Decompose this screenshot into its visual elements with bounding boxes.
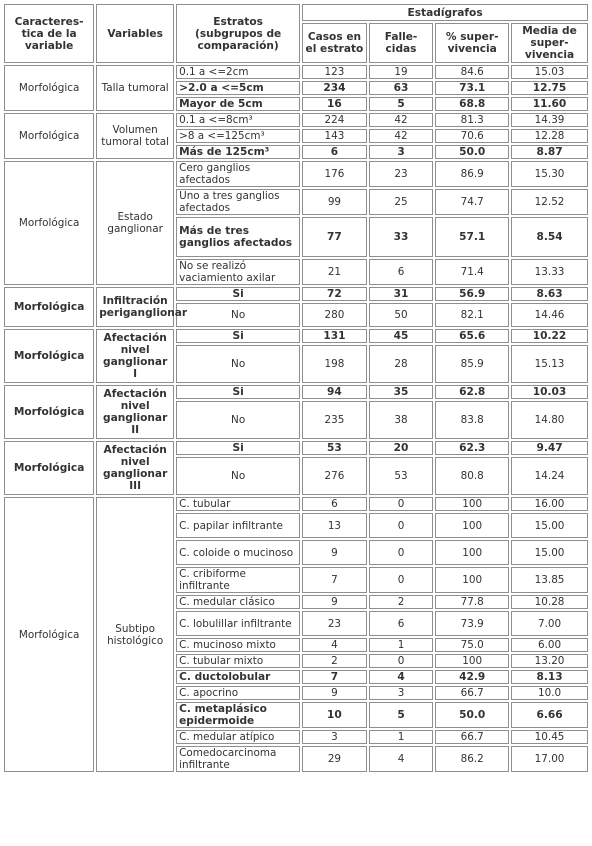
table-body	[4, 65, 588, 772]
estrato-cell: C. lobulillar infiltrante	[176, 611, 300, 636]
casos-cell: 176	[302, 161, 367, 187]
casos-cell: 9	[302, 540, 367, 565]
estrato-cell: >2.0 a <=5cm	[176, 81, 300, 95]
supervivencia-cell: 75.0	[435, 638, 509, 652]
fallecidas-cell: 3	[369, 686, 434, 700]
casos-cell: 53	[302, 441, 367, 455]
supervivencia-cell: 81.3	[435, 113, 509, 127]
fallecidas-cell: 5	[369, 702, 434, 728]
header-caracteristica: Caracteres-tica de la variable	[4, 4, 94, 63]
casos-cell: 2	[302, 654, 367, 668]
caracteristica-cell: Morfológica	[4, 287, 94, 327]
estrato-cell: No se realizó vaciamiento axilar	[176, 259, 300, 285]
fallecidas-cell: 1	[369, 730, 434, 744]
variable-cell: Infiltración periganglionar	[96, 287, 174, 327]
variable-cell: Estado ganglionar	[96, 161, 174, 285]
media-cell: 8.54	[511, 217, 588, 257]
fallecidas-cell: 42	[369, 113, 434, 127]
fallecidas-cell: 6	[369, 611, 434, 636]
estrato-cell: Más de tres ganglios afectados	[176, 217, 300, 257]
casos-cell: 72	[302, 287, 367, 301]
fallecidas-cell: 33	[369, 217, 434, 257]
estrato-cell: No	[176, 457, 300, 495]
fallecidas-cell: 3	[369, 145, 434, 159]
fallecidas-cell: 20	[369, 441, 434, 455]
casos-cell: 123	[302, 65, 367, 79]
estrato-cell: Más de 125cm³	[176, 145, 300, 159]
estrato-cell: C. cribiforme infiltrante	[176, 567, 300, 593]
casos-cell: 224	[302, 113, 367, 127]
fallecidas-cell: 4	[369, 746, 434, 772]
media-cell: 12.28	[511, 129, 588, 143]
media-cell: 10.28	[511, 595, 588, 609]
supervivencia-cell: 50.0	[435, 702, 509, 728]
media-cell: 8.63	[511, 287, 588, 301]
casos-cell: 29	[302, 746, 367, 772]
supervivencia-cell: 71.4	[435, 259, 509, 285]
header-fallecidas: Falle-cidas	[369, 23, 434, 63]
header-supervivencia: % super-vivencia	[435, 23, 509, 63]
supervivencia-cell: 66.7	[435, 730, 509, 744]
supervivencia-cell: 66.7	[435, 686, 509, 700]
supervivencia-cell: 50.0	[435, 145, 509, 159]
fallecidas-cell: 45	[369, 329, 434, 343]
supervivencia-cell: 70.6	[435, 129, 509, 143]
estrato-cell: C. apocrino	[176, 686, 300, 700]
media-cell: 15.13	[511, 345, 588, 383]
casos-cell: 10	[302, 702, 367, 728]
table-row	[4, 329, 588, 343]
media-cell: 12.52	[511, 189, 588, 215]
media-cell: 14.46	[511, 303, 588, 327]
supervivencia-cell: 100	[435, 497, 509, 511]
media-cell: 7.00	[511, 611, 588, 636]
fallecidas-cell: 0	[369, 654, 434, 668]
variable-cell: Afectación nivel ganglionar II	[96, 385, 174, 439]
casos-cell: 9	[302, 686, 367, 700]
supervivencia-cell: 100	[435, 567, 509, 593]
survival-statistics-table	[2, 2, 590, 774]
media-cell: 14.80	[511, 401, 588, 439]
fallecidas-cell: 50	[369, 303, 434, 327]
media-cell: 12.75	[511, 81, 588, 95]
media-cell: 13.20	[511, 654, 588, 668]
supervivencia-cell: 62.8	[435, 385, 509, 399]
table-row	[4, 441, 588, 455]
estrato-cell: Si	[176, 329, 300, 343]
media-cell: 11.60	[511, 97, 588, 111]
media-cell: 8.13	[511, 670, 588, 684]
fallecidas-cell: 23	[369, 161, 434, 187]
fallecidas-cell: 28	[369, 345, 434, 383]
media-cell: 15.00	[511, 513, 588, 538]
table-header	[4, 4, 588, 63]
estrato-cell: >8 a <=125cm³	[176, 129, 300, 143]
casos-cell: 77	[302, 217, 367, 257]
caracteristica-cell: Morfológica	[4, 161, 94, 285]
table-row	[4, 113, 588, 127]
supervivencia-cell: 65.6	[435, 329, 509, 343]
fallecidas-cell: 1	[369, 638, 434, 652]
media-cell: 17.00	[511, 746, 588, 772]
estrato-cell: C. mucinoso mixto	[176, 638, 300, 652]
caracteristica-cell: Morfológica	[4, 113, 94, 159]
casos-cell: 6	[302, 145, 367, 159]
casos-cell: 131	[302, 329, 367, 343]
supervivencia-cell: 86.9	[435, 161, 509, 187]
fallecidas-cell: 0	[369, 497, 434, 511]
media-cell: 10.03	[511, 385, 588, 399]
supervivencia-cell: 83.8	[435, 401, 509, 439]
media-cell: 14.39	[511, 113, 588, 127]
header-casos: Casos en el estrato	[302, 23, 367, 63]
estrato-cell: Cero ganglios afectados	[176, 161, 300, 187]
estrato-cell: C. metaplásico epidermoide	[176, 702, 300, 728]
estrato-cell: No	[176, 401, 300, 439]
variable-cell: Afectación nivel ganglionar I	[96, 329, 174, 383]
estrato-cell: Si	[176, 441, 300, 455]
estrato-cell: Si	[176, 385, 300, 399]
media-cell: 15.00	[511, 540, 588, 565]
casos-cell: 4	[302, 638, 367, 652]
fallecidas-cell: 0	[369, 567, 434, 593]
caracteristica-cell: Morfológica	[4, 385, 94, 439]
supervivencia-cell: 57.1	[435, 217, 509, 257]
header-estratos: Estratos (subgrupos de comparación)	[176, 4, 300, 63]
casos-cell: 21	[302, 259, 367, 285]
fallecidas-cell: 0	[369, 513, 434, 538]
estrato-cell: C. tubular mixto	[176, 654, 300, 668]
casos-cell: 3	[302, 730, 367, 744]
media-cell: 6.66	[511, 702, 588, 728]
media-cell: 10.22	[511, 329, 588, 343]
fallecidas-cell: 42	[369, 129, 434, 143]
table-row	[4, 385, 588, 399]
estrato-cell: C. tubular	[176, 497, 300, 511]
variable-cell: Talla tumoral	[96, 65, 174, 111]
casos-cell: 235	[302, 401, 367, 439]
variable-cell: Subtipo histológico	[96, 497, 174, 772]
supervivencia-cell: 73.9	[435, 611, 509, 636]
media-cell: 10.45	[511, 730, 588, 744]
media-cell: 14.24	[511, 457, 588, 495]
estrato-cell: 0.1 a <=8cm³	[176, 113, 300, 127]
estrato-cell: Mayor de 5cm	[176, 97, 300, 111]
estrato-cell: C. medular clásico	[176, 595, 300, 609]
media-cell: 13.85	[511, 567, 588, 593]
supervivencia-cell: 77.8	[435, 595, 509, 609]
supervivencia-cell: 74.7	[435, 189, 509, 215]
casos-cell: 280	[302, 303, 367, 327]
fallecidas-cell: 5	[369, 97, 434, 111]
media-cell: 15.30	[511, 161, 588, 187]
fallecidas-cell: 63	[369, 81, 434, 95]
fallecidas-cell: 4	[369, 670, 434, 684]
casos-cell: 143	[302, 129, 367, 143]
estrato-cell: 0.1 a <=2cm	[176, 65, 300, 79]
supervivencia-cell: 56.9	[435, 287, 509, 301]
media-cell: 10.0	[511, 686, 588, 700]
casos-cell: 16	[302, 97, 367, 111]
casos-cell: 99	[302, 189, 367, 215]
supervivencia-cell: 85.9	[435, 345, 509, 383]
estrato-cell: Comedocarcinoma infiltrante	[176, 746, 300, 772]
estrato-cell: Uno a tres ganglios afectados	[176, 189, 300, 215]
estrato-cell: C. papilar infiltrante	[176, 513, 300, 538]
estrato-cell: No	[176, 303, 300, 327]
fallecidas-cell: 25	[369, 189, 434, 215]
header-media: Media de super-vivencia	[511, 23, 588, 63]
table-row	[4, 287, 588, 301]
casos-cell: 276	[302, 457, 367, 495]
media-cell: 9.47	[511, 441, 588, 455]
media-cell: 13.33	[511, 259, 588, 285]
header-variables: Variables	[96, 4, 174, 63]
fallecidas-cell: 35	[369, 385, 434, 399]
supervivencia-cell: 82.1	[435, 303, 509, 327]
estrato-cell: No	[176, 345, 300, 383]
supervivencia-cell: 86.2	[435, 746, 509, 772]
supervivencia-cell: 100	[435, 540, 509, 565]
media-cell: 16.00	[511, 497, 588, 511]
caracteristica-cell: Morfológica	[4, 441, 94, 495]
estrato-cell: C. medular atípico	[176, 730, 300, 744]
media-cell: 8.87	[511, 145, 588, 159]
table-row	[4, 497, 588, 511]
variable-cell: Afectación nivel ganglionar III	[96, 441, 174, 495]
casos-cell: 7	[302, 567, 367, 593]
casos-cell: 13	[302, 513, 367, 538]
supervivencia-cell: 80.8	[435, 457, 509, 495]
fallecidas-cell: 31	[369, 287, 434, 301]
estrato-cell: Si	[176, 287, 300, 301]
fallecidas-cell: 38	[369, 401, 434, 439]
fallecidas-cell: 2	[369, 595, 434, 609]
casos-cell: 23	[302, 611, 367, 636]
fallecidas-cell: 6	[369, 259, 434, 285]
caracteristica-cell: Morfológica	[4, 65, 94, 111]
supervivencia-cell: 100	[435, 513, 509, 538]
casos-cell: 198	[302, 345, 367, 383]
estrato-cell: C. coloide o mucinoso	[176, 540, 300, 565]
supervivencia-cell: 42.9	[435, 670, 509, 684]
media-cell: 15.03	[511, 65, 588, 79]
table-row	[4, 161, 588, 187]
supervivencia-cell: 68.8	[435, 97, 509, 111]
caracteristica-cell: Morfológica	[4, 329, 94, 383]
supervivencia-cell: 100	[435, 654, 509, 668]
estrato-cell: C. ductolobular	[176, 670, 300, 684]
casos-cell: 94	[302, 385, 367, 399]
fallecidas-cell: 19	[369, 65, 434, 79]
casos-cell: 9	[302, 595, 367, 609]
header-estadigrafos: Estadígrafos	[302, 4, 588, 21]
fallecidas-cell: 0	[369, 540, 434, 565]
supervivencia-cell: 84.6	[435, 65, 509, 79]
variable-cell: Volumen tumoral total	[96, 113, 174, 159]
supervivencia-cell: 62.3	[435, 441, 509, 455]
table-row	[4, 65, 588, 79]
casos-cell: 7	[302, 670, 367, 684]
media-cell: 6.00	[511, 638, 588, 652]
fallecidas-cell: 53	[369, 457, 434, 495]
casos-cell: 234	[302, 81, 367, 95]
casos-cell: 6	[302, 497, 367, 511]
caracteristica-cell: Morfológica	[4, 497, 94, 772]
supervivencia-cell: 73.1	[435, 81, 509, 95]
